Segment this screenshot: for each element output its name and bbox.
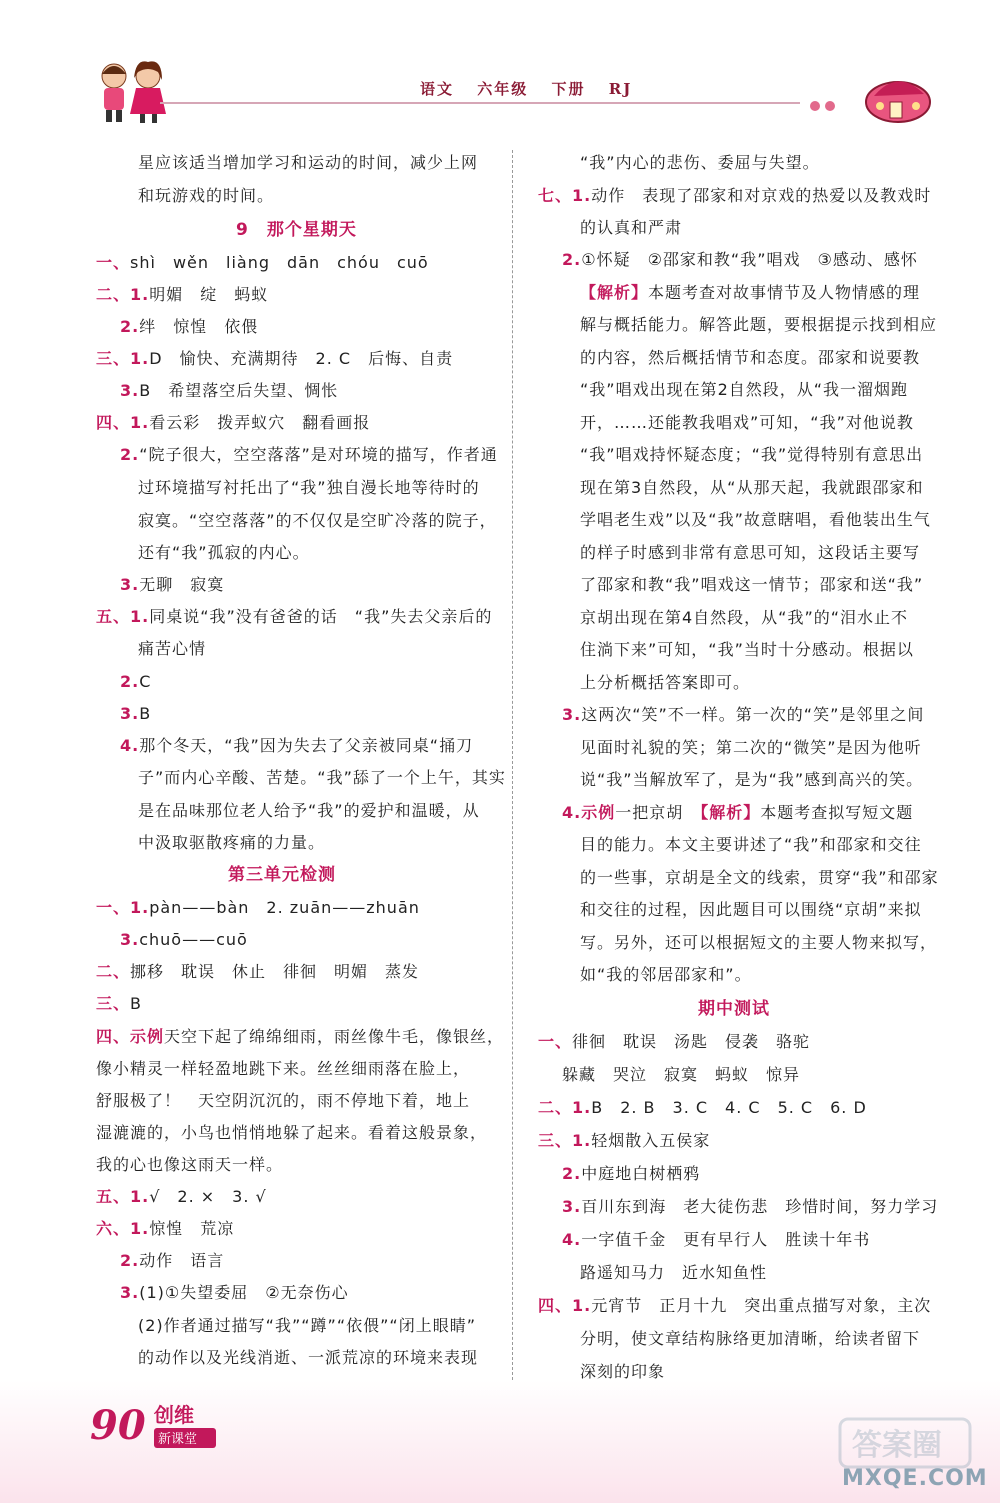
line-text: 寂寞。“空空落落”的不仅仅是空旷冷落的院子， — [138, 511, 497, 530]
line-text: 路遥知马力 近水知鱼性 — [580, 1263, 768, 1282]
line-text: 的动作以及光线消逝、一派荒凉的环境来表现 — [138, 1348, 479, 1367]
line-text: chuō——cuō — [139, 930, 248, 949]
question-number: 3. — [562, 1197, 582, 1216]
line-text: 无聊 寂寞 — [139, 575, 225, 594]
question-number: 4. — [562, 803, 582, 822]
question-number: 2. — [120, 317, 140, 336]
left-line — [96, 1122, 487, 1144]
line-text: 和交往的过程，因此题目可以围绕“京胡”来拟 — [580, 900, 922, 919]
line-text: (1)①失望委屈 ②无奈伤心 — [139, 1283, 349, 1302]
right-line — [580, 282, 920, 304]
line-text: (2)作者通过描写“我”“蹲”“依偎”“闭上眼睛” — [138, 1316, 476, 1335]
line-text: 湿漉漉的，小鸟也悄悄地躲了起来。看着这般景象， — [96, 1123, 488, 1142]
line-text: 惊惶 荒凉 — [149, 1219, 235, 1238]
line-text: D 愉快、充满期待 2. C 后悔、自责 — [149, 349, 454, 368]
line-text: 现在第3自然段，从“从那天起，我就跟邵家和 — [580, 478, 924, 497]
line-text: 本题考查对故事情节及人物情感的理 — [648, 283, 921, 302]
right-line — [562, 704, 924, 726]
question-number: 一、 — [96, 253, 131, 272]
right-line — [538, 1097, 867, 1119]
question-number: 2. — [120, 672, 140, 691]
question-number: 3. — [120, 930, 140, 949]
right-line — [580, 412, 914, 434]
line-text: 和玩游戏的时间。 — [138, 186, 275, 205]
left-line — [138, 152, 478, 174]
left-line — [120, 735, 473, 757]
line-text: 见面时礼貌的笑；第二次的“微笑”是因为他听 — [580, 738, 922, 757]
line-text: 子”而内心辛酸、苦楚。“我”舔了一个上午，其实 — [138, 768, 506, 787]
right-line — [538, 1130, 710, 1152]
right-line — [698, 998, 770, 1020]
column-divider — [512, 150, 513, 1380]
svg-text:创维: 创维 — [154, 1403, 194, 1427]
right-line — [580, 444, 923, 466]
right-line — [580, 1361, 665, 1383]
left-line — [96, 1026, 504, 1048]
left-line — [96, 606, 492, 628]
line-text: 徘徊 耽误 汤匙 侵袭 骆驼 — [572, 1032, 811, 1051]
line-text: 还有“我”孤寂的内心。 — [138, 543, 310, 562]
page-header — [0, 0, 1000, 130]
left-line — [96, 1218, 234, 1240]
left-line — [138, 1315, 476, 1337]
line-text: 的一些事，京胡是全文的线索，贯穿“我”和邵家 — [580, 868, 939, 887]
left-line — [138, 800, 480, 822]
right-line — [580, 964, 752, 986]
line-text: 这两次“笑”不一样。第一次的“笑”是邻里之间 — [581, 705, 925, 724]
left-line — [138, 185, 274, 207]
line-text: 同桌说“我”没有爸爸的话 “我”失去父亲后的 — [149, 607, 493, 626]
right-line — [580, 314, 937, 336]
question-number: 3. — [120, 704, 140, 723]
line-text: 第三单元检测 — [228, 865, 336, 885]
line-text: 上分析概括答案即可。 — [580, 673, 751, 692]
right-line — [562, 1064, 800, 1086]
line-text: “我”内心的悲伤、委屈与失望。 — [580, 153, 820, 172]
left-line — [96, 1090, 470, 1112]
right-line — [580, 542, 920, 564]
line-text: 说“我”当解放军了，是为“我”感到高兴的笑。 — [580, 770, 924, 789]
left-line — [96, 348, 453, 370]
question-number: 3. — [120, 1283, 140, 1302]
left-line — [138, 510, 497, 532]
question-number: 七、1. — [538, 186, 592, 205]
right-line — [580, 347, 920, 369]
left-line — [120, 444, 498, 466]
line-text: 9 那个星期天 — [236, 220, 357, 240]
line-text: 天空下起了绵绵细雨，雨丝像牛毛，像银丝， — [164, 1027, 505, 1046]
question-number: 3. — [120, 381, 140, 400]
left-line — [96, 993, 142, 1015]
header-volume: 下册 — [551, 80, 586, 98]
header-grade: 六年级 — [477, 80, 529, 98]
right-line — [580, 152, 820, 174]
question-number: 4. — [562, 1230, 582, 1249]
line-text: 解与概括能力。解答此题，要根据提示找到相应 — [580, 315, 938, 334]
right-line — [580, 737, 922, 759]
question-number: 4. — [120, 736, 140, 755]
children-illustration — [86, 58, 178, 126]
line-text: 中汲取驱散疼痛的力量。 — [138, 833, 326, 852]
left-line — [96, 412, 370, 434]
page-number: 90 — [90, 1402, 146, 1449]
line-text: B — [139, 704, 152, 723]
question-number: 2. — [120, 445, 140, 464]
right-line — [538, 185, 931, 207]
right-line — [580, 217, 682, 239]
right-line — [580, 477, 923, 499]
right-line — [580, 639, 914, 661]
header-dots — [810, 96, 840, 115]
right-line — [562, 249, 918, 271]
question-number: 三、 — [96, 994, 131, 1013]
right-line — [580, 867, 939, 889]
line-text: 了邵家和教“我”唱戏这一情节；邵家和送“我” — [580, 575, 924, 594]
line-text: 绊 惊惶 依偎 — [139, 317, 259, 336]
question-number: 三、1. — [96, 349, 150, 368]
question-number: 3. — [562, 705, 582, 724]
line-text: 是在品味那位老人给予“我”的爱护和温暖，从 — [138, 801, 480, 820]
line-text: 期中测试 — [698, 999, 770, 1019]
line-text: “我”唱戏出现在第2自然段，从“我一溜烟跑 — [580, 380, 909, 399]
right-line — [580, 899, 922, 921]
right-line — [580, 932, 937, 954]
line-text: 过环境描写衬托出了“我”独自漫长地等待时的 — [138, 478, 480, 497]
watermark-text: MXQE.COM — [842, 1466, 988, 1491]
right-line — [538, 1295, 931, 1317]
line-text: √ 2. × 3. √ — [149, 1187, 267, 1206]
left-line — [96, 252, 429, 274]
line-text: 痛苦心情 — [138, 639, 207, 658]
left-line — [96, 1154, 283, 1176]
line-text: 的内容，然后概括情节和态度。邵家和说要教 — [580, 348, 921, 367]
left-line — [228, 864, 336, 886]
header-subject: 语文 — [420, 80, 455, 98]
line-text: 动作 语言 — [139, 1251, 225, 1270]
left-line — [96, 1186, 267, 1208]
left-line — [120, 380, 338, 402]
left-line — [120, 929, 248, 951]
line-text: B 希望落空后失望、惆怅 — [139, 381, 339, 400]
question-number: 二、1. — [96, 285, 150, 304]
line-text: “我”唱戏持怀疑态度；“我”觉得特别有意思出 — [580, 445, 924, 464]
right-line — [580, 509, 931, 531]
line-text: 看云彩 拨弄蚁穴 翻看画报 — [149, 413, 371, 432]
question-number: 四、1. — [96, 413, 150, 432]
right-line — [580, 379, 908, 401]
answer-tag: 【解析】 — [683, 803, 761, 822]
line-text: 学唱老生戏”以及“我”故意瞎唱，看他装出生气 — [580, 510, 931, 529]
right-line — [562, 1163, 700, 1185]
left-line — [120, 671, 151, 693]
question-number: 四、1. — [538, 1296, 592, 1315]
line-text: 我的心也像这雨天一样。 — [96, 1155, 284, 1174]
header-title — [420, 78, 648, 99]
left-line — [120, 316, 258, 338]
line-text: 轻烟散入五侯家 — [591, 1131, 711, 1150]
line-text: 的认真和严肃 — [580, 218, 683, 237]
right-line — [562, 1196, 938, 1218]
line-text: 本题考查拟写短文题 — [760, 803, 914, 822]
line-text: 舒服极了！ 天空阴沉沉的，雨不停地下着，地上 — [96, 1091, 471, 1110]
line-text: 如“我的邻居邵家和”。 — [580, 965, 752, 984]
question-number: 3. — [120, 575, 140, 594]
line-text: 星应该适当增加学习和运动的时间，减少上网 — [138, 153, 479, 172]
line-text: B — [130, 994, 142, 1013]
brand-logo — [152, 1400, 224, 1452]
question-number: 六、1. — [96, 1219, 150, 1238]
header-divider — [160, 102, 800, 104]
right-line — [562, 1229, 870, 1251]
line-text: 住淌下来”可知，“我”当时十分感动。根据以 — [580, 640, 914, 659]
line-text: 目的能力。本文主要讲述了“我”和邵家和交往 — [580, 835, 922, 854]
question-number: 2. — [562, 250, 582, 269]
right-line — [580, 607, 908, 629]
line-text: 那个冬天，“我”因为失去了父亲被同桌“捅刀 — [139, 736, 474, 755]
answer-tag: 【解析】 — [580, 283, 649, 302]
left-line — [96, 961, 419, 983]
question-number: 2. — [120, 1251, 140, 1270]
svg-text:答案圈: 答案圈 — [852, 1428, 942, 1463]
left-line — [236, 219, 357, 241]
line-text: 像小精灵一样轻盈地跳下来。丝丝细雨落在脸上， — [96, 1059, 471, 1078]
line-text: ①怀疑 ②邵家和教“我”唱戏 ③感动、感怀 — [581, 250, 918, 269]
right-line — [580, 769, 923, 791]
line-text: 京胡出现在第4自然段，从“我”的“泪水止不 — [580, 608, 909, 627]
left-line — [138, 477, 480, 499]
svg-text:新课堂: 新课堂 — [158, 1432, 198, 1447]
question-number: 三、1. — [538, 1131, 592, 1150]
left-line — [96, 1058, 470, 1080]
line-text: pàn——bàn 2. zuān——zhuān — [149, 898, 420, 917]
question-number: 五、1. — [96, 607, 150, 626]
left-line — [120, 574, 224, 596]
line-text: shì wěn liàng dān chóu cuō — [130, 253, 429, 272]
right-line — [562, 802, 913, 824]
question-number: 一、 — [538, 1032, 573, 1051]
left-line — [120, 1282, 349, 1304]
answer-tag: 示例 — [581, 803, 616, 822]
question-number: 二、1. — [538, 1098, 592, 1117]
line-text: B 2. B 3. C 4. C 5. C 6. D — [591, 1098, 867, 1117]
right-line — [538, 1031, 810, 1053]
line-text: 动作 表现了邵家和对京戏的热爱以及教戏时 — [591, 186, 932, 205]
left-line — [138, 542, 310, 564]
line-text: 中庭地白树栖鸦 — [581, 1164, 701, 1183]
right-line — [580, 1262, 767, 1284]
line-text: 躲藏 哭泣 寂寞 蚂蚁 惊异 — [562, 1065, 801, 1084]
line-text: 写。另外，还可以根据短文的主要人物来拟写， — [580, 933, 938, 952]
line-text: 开，……还能教我唱戏”可知，“我”对他说教 — [580, 413, 914, 432]
left-line — [138, 1347, 478, 1369]
right-line — [580, 672, 750, 694]
header-edition: RJ — [608, 80, 633, 98]
question-number: 五、1. — [96, 1187, 150, 1206]
left-line — [96, 284, 268, 306]
line-text: 明媚 绽 蚂蚁 — [149, 285, 269, 304]
left-line — [138, 767, 506, 789]
line-text: C — [139, 672, 152, 691]
question-number: 四、示例 — [96, 1027, 165, 1046]
question-number: 一、1. — [96, 898, 150, 917]
left-line — [120, 1250, 224, 1272]
line-text: 元宵节 正月十九 突出重点描写对象，主次 — [591, 1296, 932, 1315]
left-line — [96, 897, 420, 919]
right-line — [580, 574, 923, 596]
line-text: 一字值千金 更有早行人 胜读十年书 — [581, 1230, 871, 1249]
left-line — [138, 638, 206, 660]
line-text: 的样子时感到非常有意思可知，这段话主要写 — [580, 543, 921, 562]
house-illustration — [862, 66, 932, 124]
right-line — [580, 1328, 920, 1350]
line-text: 挪移 耽误 休止 徘徊 明媚 蒸发 — [130, 962, 420, 981]
line-text: 分明，使文章结构脉络更加清晰，给读者留下 — [580, 1329, 921, 1348]
line-text: 百川东到海 老大徒伤悲 珍惜时间，努力学习 — [581, 1197, 939, 1216]
question-number: 二、 — [96, 962, 131, 981]
line-text: 一把京胡 — [615, 803, 684, 822]
left-line — [120, 703, 151, 725]
right-line — [580, 834, 922, 856]
line-text: “院子很大，空空落落”是对环境的描写，作者通 — [139, 445, 498, 464]
question-number: 2. — [562, 1164, 582, 1183]
line-text: 深刻的印象 — [580, 1362, 666, 1381]
left-line — [138, 832, 325, 854]
